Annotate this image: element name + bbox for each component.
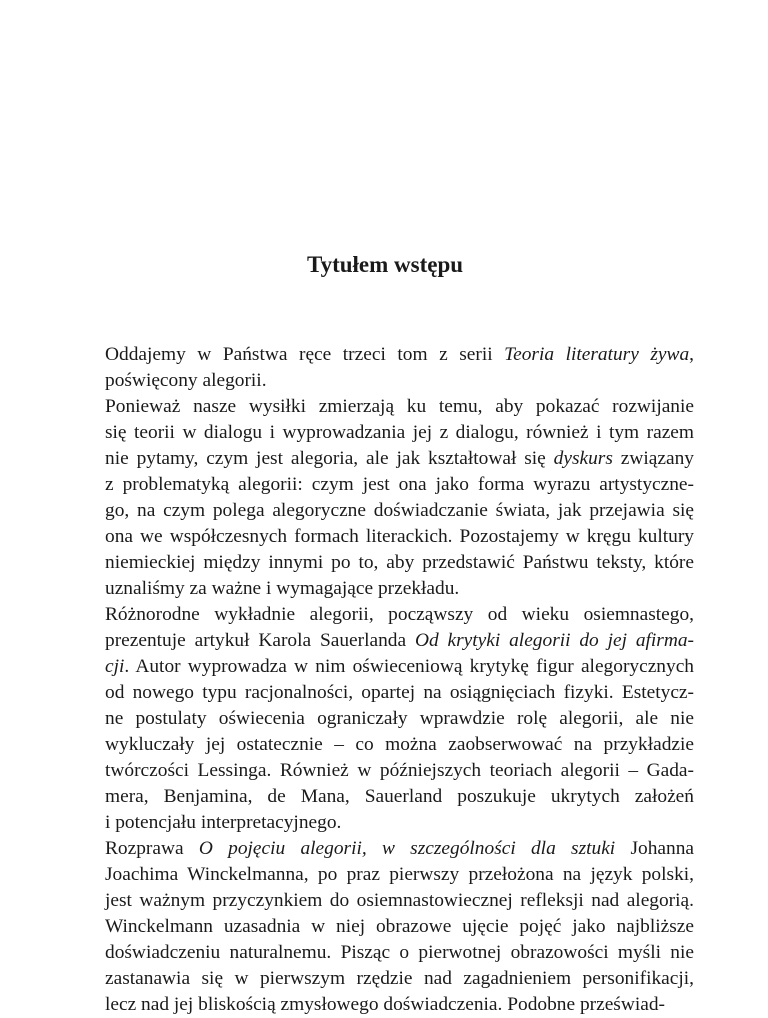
text-run: lecz nad jej bliskością zmysłowego doświadczenia. Podobne przeświad- [105,994,665,1015]
text-run: Ponieważ nasze wysiłki zmierzają ku temu, aby pokazać rozwijanie [105,396,694,417]
text-run: doświadczeniu naturalnemu. Pisząc o pierwotnej obrazowości myśli nie [105,942,694,963]
chapter-title: Tytułem wstępu [306,252,464,277]
text-run: wykluczały jej ostatecznie – co można zaobserwować na przykładzie [105,734,694,755]
text-run: z problematyką alegorii: czym jest ona jako forma wyrazu artystyczne- [105,474,694,495]
page [76,0,695,1015]
text-line [76,914,694,940]
text-line [76,836,694,862]
text-line [76,888,694,914]
text-line [76,368,694,394]
text-run: zastanawia się w pierwszym rzędzie nad zagadnieniem personifikacji, [105,968,694,989]
text-line [76,420,694,446]
text-run: ona we współczesnych formach literackich. Pozostajemy w kręgu kultury [105,526,694,547]
italic-text: O pojęciu alegorii, w szczególności dla sztuki [198,838,616,859]
text-line [76,446,694,472]
text-run: Rozprawa [105,838,199,859]
italic-text: dyskurs [553,448,613,469]
text-run: go, na czym polega alegoryczne doświadczanie świata, jak przejawia się [105,500,694,521]
text-run: mera, Benjamina, de Mana, Sauerland poszukuje ukrytych założeń [105,786,694,807]
paragraph [76,394,694,602]
text-line [76,706,694,732]
paragraph [76,602,694,836]
text-run: Joachima Winckelmanna, po praz pierwszy przełożona na język polski, [105,864,694,885]
body-text [76,342,694,1018]
text-run: Oddajemy w Państwa ręce trzeci tom z serii [105,344,505,365]
text-line [76,732,694,758]
text-line [76,628,694,654]
paragraph [76,342,694,394]
italic-text: Od krytyki alegorii do jej afirma- [414,630,694,651]
text-run: Winckelmann uzasadnia w niej obrazowe ujęcie pojęć jako najbliższe [105,916,694,937]
text-run: związany [612,448,694,469]
text-line [76,394,694,420]
text-line [76,602,694,628]
text-run: ne postulaty oświecenia ograniczały wprawdzie rolę alegorii, ale nie [105,708,694,729]
text-run: jest ważnym przyczynkiem do osiemnastowiecznej refleksji nad alegorią. [105,890,694,911]
text-line [76,498,694,524]
italic-text: Teoria literatury żywa [504,344,690,365]
paragraph [76,836,694,1018]
text-line [76,680,694,706]
text-run: poświęcony alegorii. [105,370,267,391]
text-line [76,940,694,966]
text-run: uznaliśmy za ważne i wymagające przekładu. [105,578,460,599]
text-line [76,576,694,602]
text-line [76,810,694,836]
text-run: Johanna [615,838,695,859]
text-line [76,966,694,992]
text-line [76,862,694,888]
text-run: twórczości Lessinga. Również w późniejszych teoriach alegorii – Gada- [105,760,694,781]
text-run: i potencjału interpretacyjnego. [105,812,342,833]
text-line [76,784,694,810]
text-run: niemieckiej między innymi po to, aby przedstawić Państwu teksty, które [105,552,694,573]
text-run: Różnorodne wykładnie alegorii, począwszy od wieku osiemnastego, [105,604,694,625]
text-line [76,472,694,498]
text-line [76,992,694,1018]
text-run: nie pytamy, czym jest alegoria, ale jak kształtował się [105,448,554,469]
text-run: od nowego typu racjonalności, opartej na osiągnięciach fizyki. Estetycz- [105,682,694,703]
text-line [76,524,694,550]
text-run: . Autor wyprowadza w nim oświeceniową krytykę figur alegorycznych [124,656,694,677]
text-line [76,654,694,680]
text-run: , [689,344,695,365]
text-line [76,758,694,784]
italic-text: cji [105,656,125,677]
text-run: prezentuje artykuł Karola Sauerlanda [105,630,415,651]
text-line [76,342,694,368]
text-line [76,550,694,576]
text-run: się teorii w dialogu i wyprowadzania jej z dialogu, również i tym razem [105,422,694,443]
